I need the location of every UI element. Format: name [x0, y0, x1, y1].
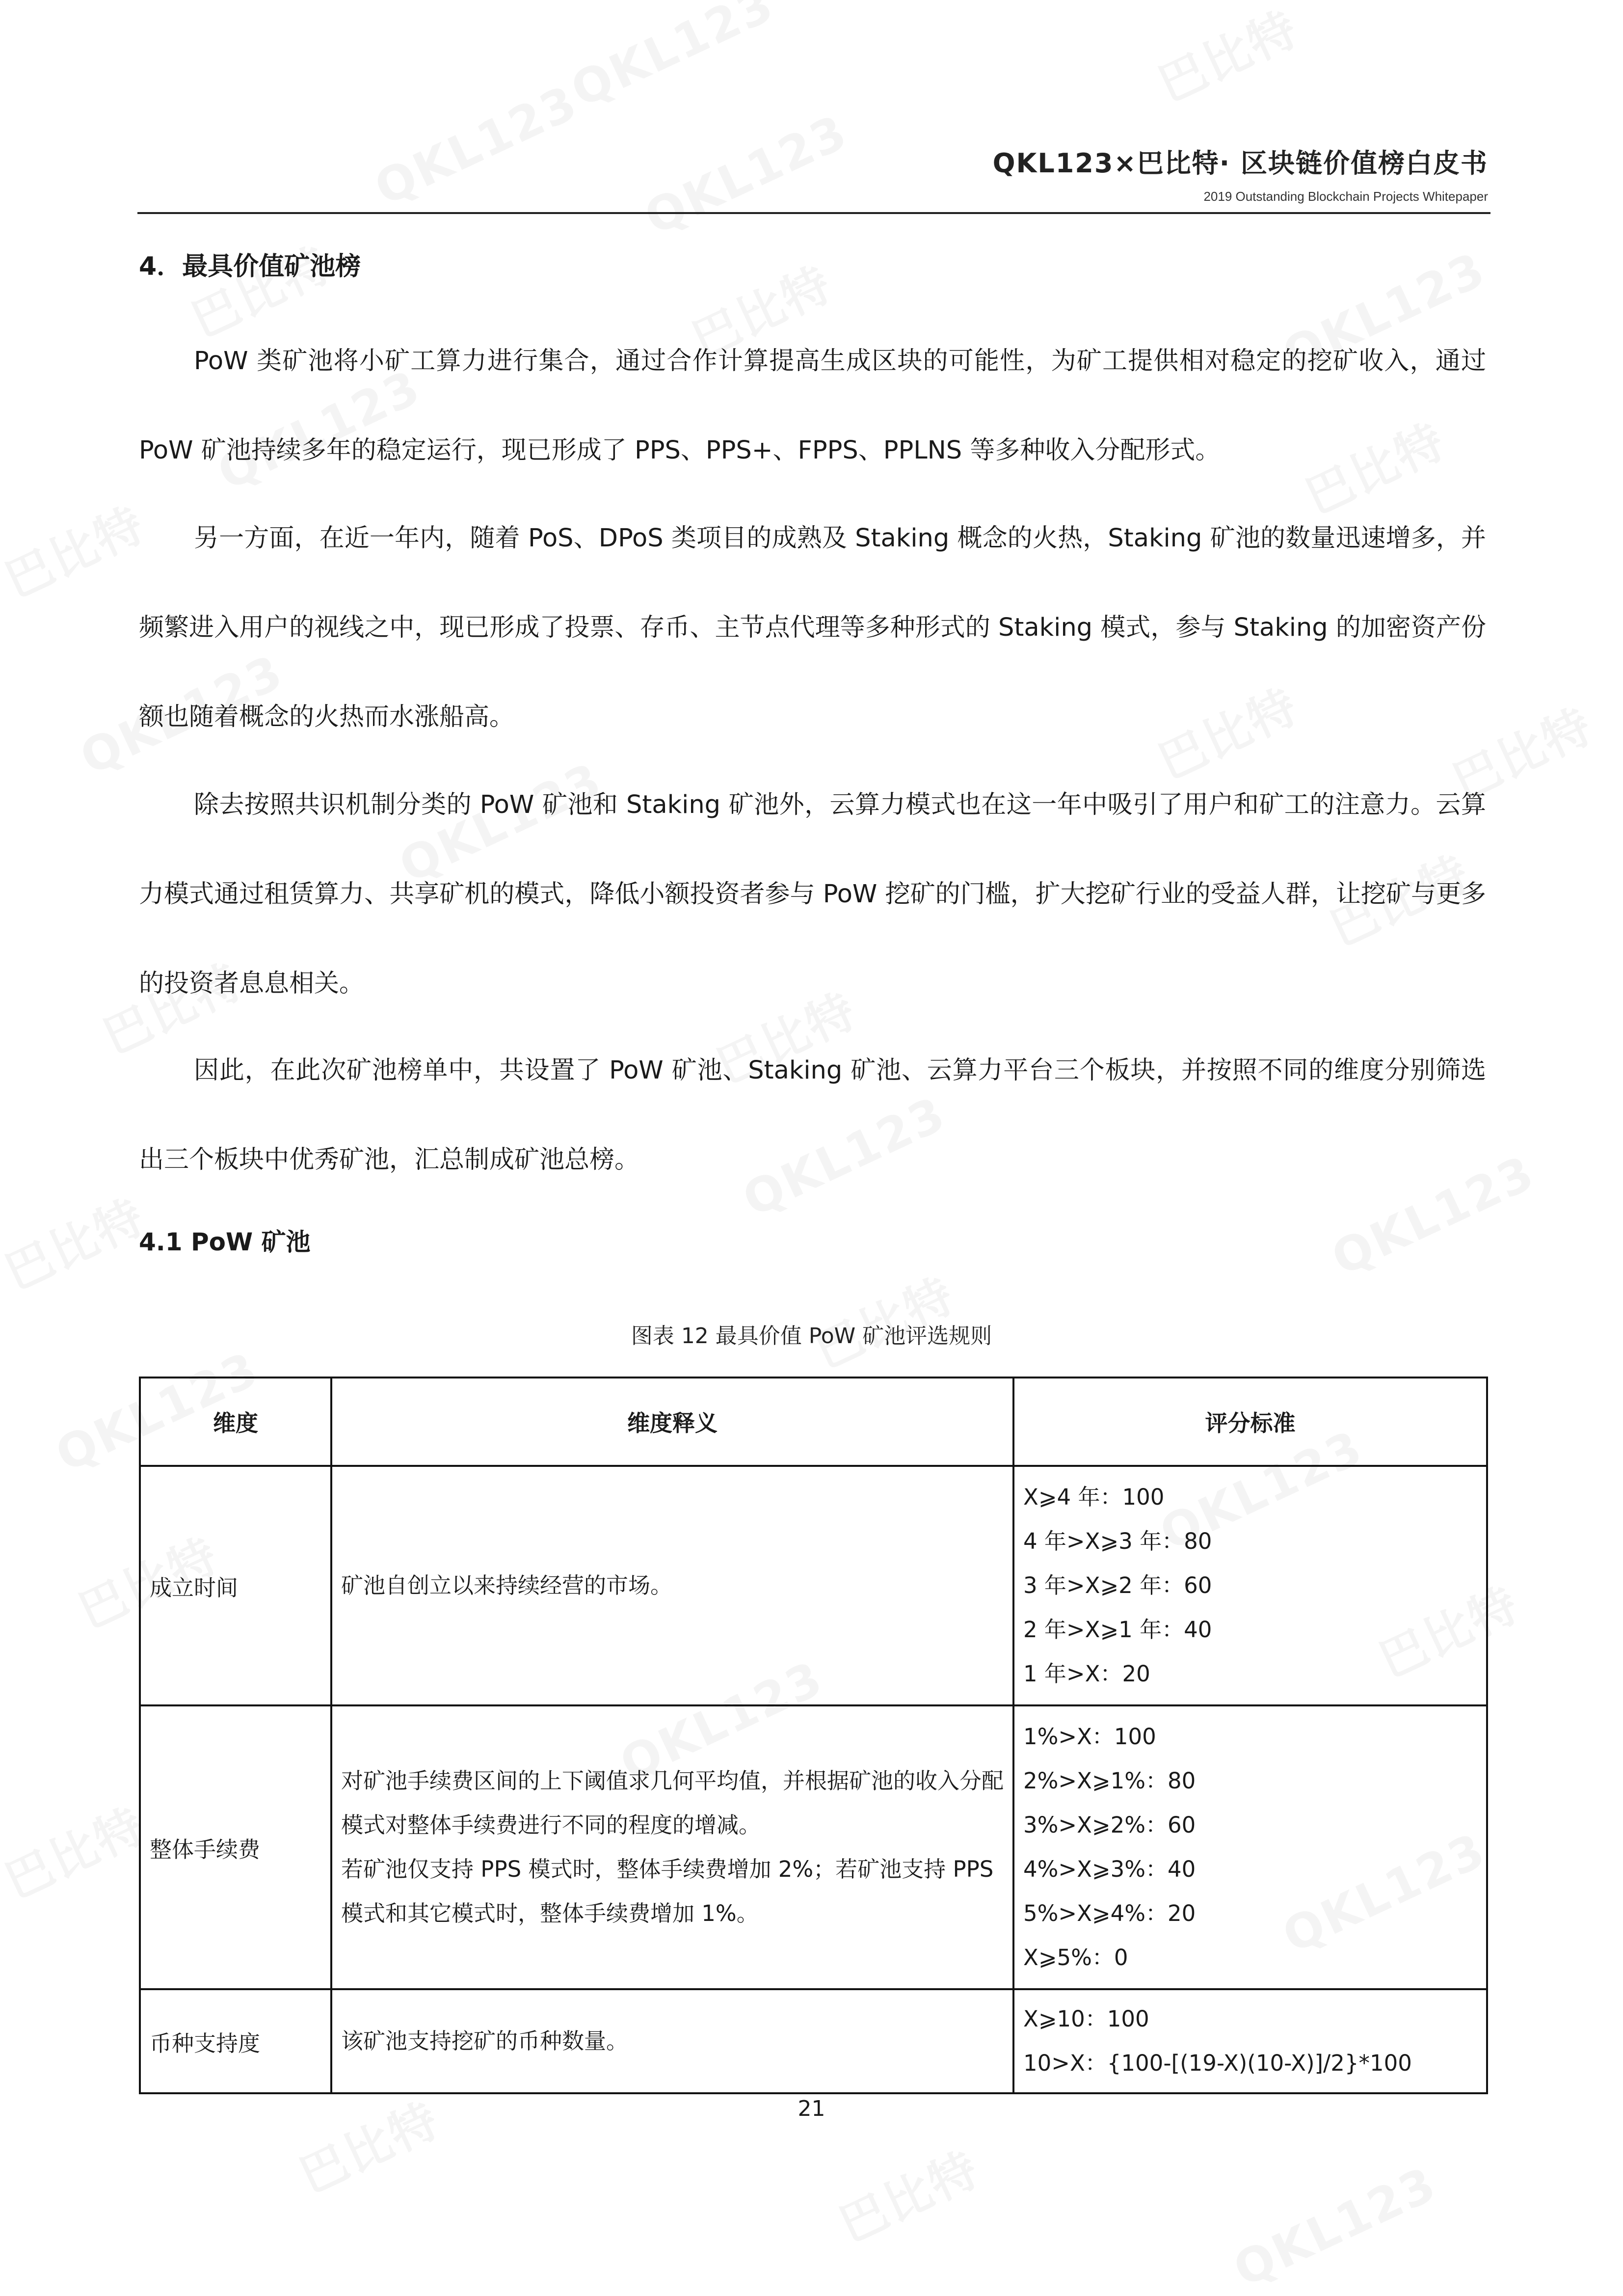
body-paragraph: PoW 类矿池将小矿工算力进行集合，通过合作计算提高生成区块的可能性，为矿工提供相对稳定的挖矿收入，通过 PoW 矿池持续多年的稳定运行，现已形成了 PPS、PPS+、FPPS、PPLNS 等多种收入分配形式。: [139, 347, 1486, 465]
criteria-line: 2%>X⩾1%：80: [1023, 1768, 1196, 1794]
description-cell: [331, 1466, 1013, 1705]
criteria-cell: [1013, 1705, 1487, 1989]
header-divider: [137, 212, 1490, 214]
description-cell: [331, 1705, 1013, 1989]
criteria-line: 5%>X⩾4%：20: [1023, 1900, 1196, 1926]
criteria-line: 2 年>X⩾1 年：40: [1023, 1617, 1212, 1643]
watermark-text: [0, 1180, 155, 1303]
criteria-line: X⩾5%：0: [1023, 1945, 1128, 1971]
header-subtitle: 2019 Outstanding Blockchain Projects Whitepaper: [1203, 189, 1488, 204]
column-header: 维度释义: [331, 1378, 1013, 1466]
body-paragraph: 除去按照共识机制分类的 PoW 矿池和 Staking 矿池外，云算力模式也在这一年中吸引了用户和矿工的注意力。云算力模式通过租赁算力、共享矿机的模式，降低小额投资者参与 PoW 挖矿的门槛，扩大挖矿行业的受益人群，让挖矿与更多的投资者息息相关。: [139, 790, 1486, 998]
criteria-cell: [1013, 1989, 1487, 2093]
watermark-text: [1146, 0, 1308, 115]
column-header: 评分标准: [1013, 1378, 1487, 1466]
watermark-text: [0, 487, 155, 611]
description-cell: [331, 1989, 1013, 2093]
description-text: 该矿池支持挖矿的币种数量。: [341, 2028, 629, 2054]
table-header-row: [140, 1378, 1487, 1466]
criteria-line: 4 年>X⩾3 年：80: [1023, 1528, 1212, 1554]
description-text: 若矿池仅支持 PPS 模式时，整体手续费增加 2%；若矿池支持 PPS 模式和其它模式时，整体手续费增加 1%。: [341, 1856, 994, 1926]
watermark-text: [637, 104, 856, 245]
table-caption: 图表 12 最具价值 PoW 矿池评选规则: [631, 1324, 992, 1349]
section-heading: 4．最具价值矿池榜: [139, 252, 361, 281]
description-text: 对矿池手续费区间的上下阈值求几何平均值，并根据矿池的收入分配模式对整体手续费进行不同的程度的增减。: [341, 1768, 1004, 1838]
dimension-cell: 整体手续费: [140, 1705, 331, 1989]
criteria-cell: [1013, 1466, 1487, 1705]
criteria-line: 1 年>X：20: [1023, 1661, 1150, 1687]
watermark-text: [1225, 2156, 1445, 2296]
dimension-cell: 币种支持度: [140, 1989, 331, 2093]
subsection-heading: 4.1 PoW 矿池: [139, 1228, 311, 1256]
body-paragraph: 因此，在此次矿池榜单中，共设置了 PoW 矿池、Staking 矿池、云算力平台三个板块，并按照不同的维度分别筛选出三个板块中优秀矿池，汇总制成矿池总榜。: [139, 1056, 1486, 1174]
page-number: 21: [798, 2096, 825, 2121]
table-row: [140, 1705, 1487, 1989]
table-row: [140, 1466, 1487, 1705]
criteria-line: X⩾4 年：100: [1023, 1484, 1165, 1510]
criteria-line: 1%>X：100: [1023, 1724, 1156, 1750]
description-text: 矿池自创立以来持续经营的市场。: [341, 1572, 673, 1598]
watermark-text: [0, 1788, 155, 1912]
criteria-line: X⩾10：100: [1023, 2006, 1149, 2032]
header-title: QKL123×巴比特· 区块链价值榜白皮书: [992, 148, 1488, 179]
criteria-line: 4%>X⩾3%：40: [1023, 1856, 1196, 1882]
watermark-text: [827, 2132, 989, 2255]
table-row: [140, 1989, 1487, 2093]
rules-table: [139, 1377, 1488, 2094]
dimension-cell: 成立时间: [140, 1466, 331, 1705]
watermark-text: [563, 0, 783, 118]
criteria-line: 3%>X⩾2%：60: [1023, 1812, 1196, 1838]
criteria-line: 10>X：{100-[(19-X)(10-X)]/2}*100: [1023, 2050, 1412, 2076]
watermark-text: [367, 75, 586, 216]
body-paragraph: 另一方面，在近一年内，随着 PoS、DPoS 类项目的成熟及 Staking 概念的火热，Staking 矿池的数量迅速增多，并频繁进入用户的视线之中，现已形成了投票、存币、主节点代理等多种形式的 Staking 模式，参与 Staking 的加密资产份额也随着概念的火热而水涨船高。: [139, 524, 1486, 731]
criteria-line: 3 年>X⩾2 年：60: [1023, 1572, 1212, 1598]
column-header: 维度: [140, 1378, 331, 1466]
